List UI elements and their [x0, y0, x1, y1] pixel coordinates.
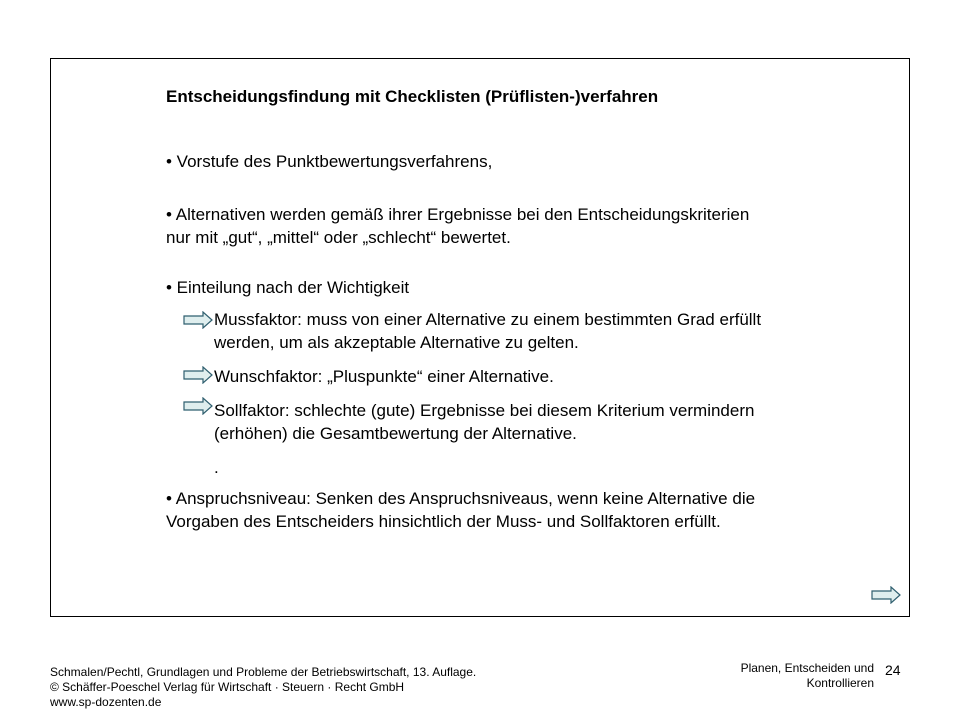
sollfaktor-line1: Sollfaktor: schlechte (gute) Ergebnisse bei diesem Kriterium vermindern — [214, 401, 755, 420]
bullet-anspruchsniveau-line2: Vorgaben des Entscheiders hinsichtlich der Muss- und Sollfaktoren erfüllt. — [166, 512, 721, 531]
footer-url-line[interactable]: www.sp-dozenten.de — [50, 695, 162, 709]
mussfaktor-line1: Mussfaktor: muss von einer Alternative zu einem bestimmten Grad erfüllt — [214, 310, 762, 329]
sub-item-dot: . — [214, 458, 219, 477]
page-number: 24 — [885, 662, 901, 678]
footer-section — [741, 661, 874, 691]
bullet-alternativen-line2: nur mit „gut“, „mittel“ oder „schlecht“ bewertet. — [166, 228, 511, 247]
slide-title: Entscheidungsfindung mit Checklisten (Prüflisten-)verfahren — [166, 87, 659, 106]
footer-copyright-line: © Schäffer-Poeschel Verlag für Wirtschaft · Steuern · Recht GmbH — [50, 680, 405, 694]
right-arrow-icon — [183, 397, 213, 415]
right-arrow-icon — [183, 311, 213, 329]
mussfaktor-line2: werden, um als akzeptable Alternative zu gelten. — [214, 333, 579, 352]
footer-source — [50, 665, 476, 710]
right-arrow-icon — [183, 366, 213, 384]
bullet-anspruchsniveau-line1: • Anspruchsniveau: Senken des Anspruchsniveaus, wenn keine Alternative die — [166, 489, 756, 508]
bullet-einteilung: • Einteilung nach der Wichtigkeit — [166, 278, 410, 297]
sollfaktor-line2: (erhöhen) die Gesamtbewertung der Alternative. — [214, 424, 577, 443]
footer-section-line2: Kontrollieren — [806, 676, 874, 690]
footer-source-line: Schmalen/Pechtl, Grundlagen und Probleme der Betriebswirtschaft, 13. Auflage. — [50, 665, 477, 679]
bullet-alternativen-line1: • Alternativen werden gemäß ihrer Ergebnisse bei den Entscheidungskriterien — [166, 205, 750, 224]
footer-section-line1: Planen, Entscheiden und — [740, 661, 874, 675]
next-slide-arrow-icon[interactable] — [871, 586, 901, 604]
wunschfaktor: Wunschfaktor: „Pluspunkte“ einer Alternative. — [214, 367, 554, 386]
bullet-vorstufe: • Vorstufe des Punktbewertungsverfahrens, — [166, 152, 493, 171]
